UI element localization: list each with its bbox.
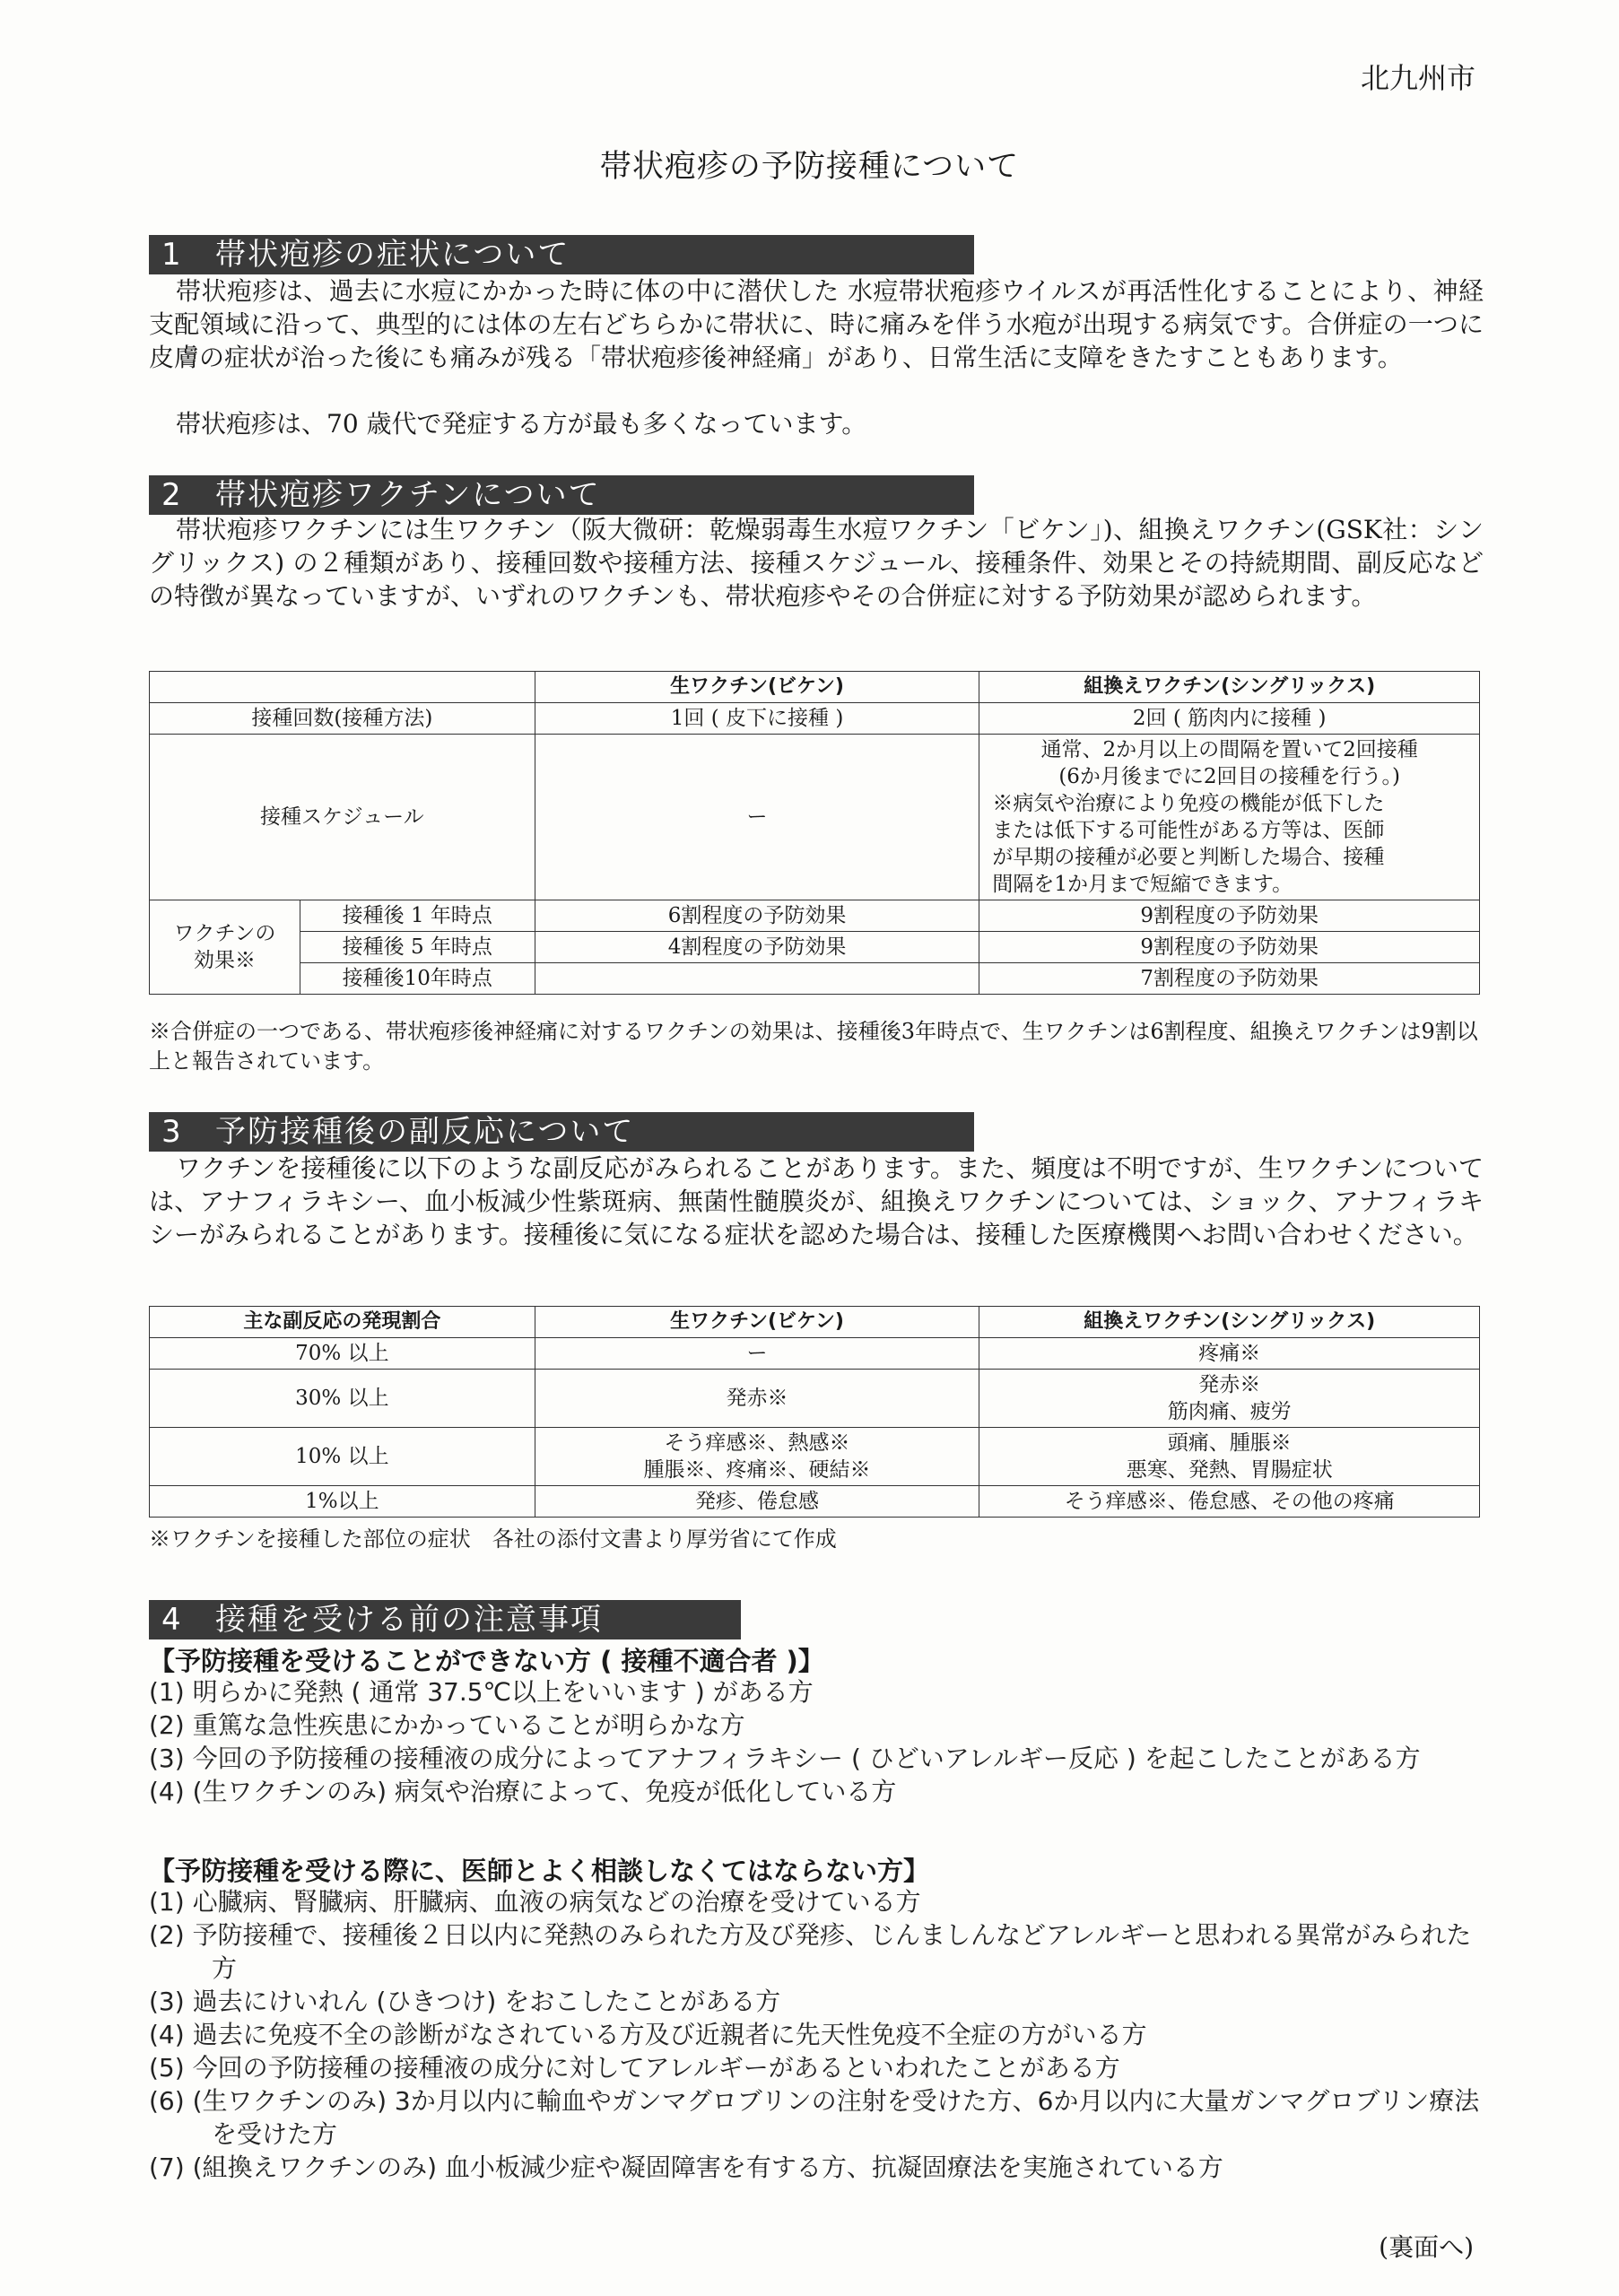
list-item: (7) (組換えワクチンのみ) 血小板減少症や凝固障害を有する方、抗凝固療法を実施されている方	[149, 2152, 1223, 2182]
list-item: (6) (生ワクチンのみ) 3か月以内に輸血やガンマグロブリンの注射を受けた方、6か月以内に大量ガンマグロブリン療法を受けた方	[149, 2086, 1480, 2149]
section-title: 帯状疱疹ワクチンについて	[215, 477, 601, 513]
cell-live	[535, 1338, 979, 1370]
cell-count-recomb: 2回 ( 筋肉内に接種 )	[979, 703, 1480, 735]
cell-line: 疼痛※	[1198, 1342, 1261, 1365]
vaccine-comparison-table	[149, 671, 1480, 995]
ineligible-subheading: 【予防接種を受けることができない方 ( 接種不適合者 )】	[149, 1646, 824, 1676]
effect-label-line: ワクチンの	[173, 922, 276, 945]
list-item: (4) 過去に免疫不全の診断がなされている方及び近親者に先天性免疫不全症の方がいる方	[149, 2020, 1147, 2049]
section-title: 帯状疱疹の症状について	[215, 237, 570, 273]
list-item: (2) 予防接種で、接種後２日以内に発熱のみられた方及び発疹、じんましんなどアレルギーと思われる異常がみられた方	[149, 1920, 1472, 1983]
schedule-line: または低下する可能性がある方等は、医師	[992, 819, 1385, 842]
schedule-line: (6か月後までに2回目の接種を行う。)	[1058, 765, 1401, 788]
section-3-paragraph: ワクチンを接種後に以下のような副反応がみられることがあります。また、頻度は不明ですが、生ワクチンについては、アナフィラキシー、血小板減少性紫斑病、無菌性髄膜炎が、組換えワクチンについては、ショック、アナフィラキシーがみられることがあります。接種後に気になる症状を認めた場合は、接種した医療機関へお問い合わせください。	[149, 1153, 1484, 1249]
section-number: 1	[161, 237, 183, 273]
cell-count-live: 1回 ( 皮下に接種 )	[535, 703, 979, 735]
column-header-live: 生ワクチン(ビケン)	[535, 1307, 979, 1338]
table-header-row	[150, 1307, 1480, 1338]
consult-subheading: 【予防接種を受ける際に、医師とよく相談しなくてはならない方】	[149, 1856, 930, 1886]
cell-live	[535, 1486, 979, 1518]
schedule-line: が早期の接種が必要と判断した場合、接種	[992, 846, 1385, 869]
cell-live	[535, 1370, 979, 1428]
row-label-schedule: 接種スケジュール	[150, 735, 535, 900]
cell-rate: 10% 以上	[150, 1428, 535, 1486]
section-1-paragraph-2: 帯状疱疹は、70 歳代で発症する方が最も多くなっています。	[176, 409, 867, 439]
table-row	[150, 963, 1480, 995]
cell-line: 腫脹※、疼痛※、硬結※	[643, 1458, 871, 1482]
effect-recomb: 7割程度の予防効果	[979, 963, 1480, 995]
section-title: 接種を受ける前の注意事項	[215, 1602, 603, 1638]
city-name: 北九州市	[1360, 61, 1475, 95]
section-title: 予防接種後の副反応について	[215, 1114, 635, 1150]
effect-recomb: 9割程度の予防効果	[979, 932, 1480, 963]
column-header-recomb: 組換えワクチン(シングリックス)	[979, 1307, 1480, 1338]
cell-schedule-recomb	[979, 735, 1480, 900]
effect-live	[535, 963, 979, 995]
table-row	[150, 932, 1480, 963]
effect-period: 接種後 1 年時点	[300, 900, 535, 932]
cell-line: ー	[746, 1342, 768, 1365]
page-title: 帯状疱疹の予防接種について	[599, 149, 1020, 185]
list-item: (4) (生ワクチンのみ) 病気や治療によって、免疫が低化している方	[149, 1777, 897, 1806]
column-header-live: 生ワクチン(ビケン)	[535, 672, 979, 703]
table-row	[150, 1370, 1480, 1428]
effect-live: 6割程度の予防効果	[535, 900, 979, 932]
cell-rate: 70% 以上	[150, 1338, 535, 1370]
cell-line: 悪寒、発熱、胃腸症状	[1126, 1458, 1333, 1482]
row-label-effect	[150, 900, 300, 995]
section-2-footnote: ※合併症の一つである、帯状疱疹後神経痛に対するワクチンの効果は、接種後3年時点で、生ワクチンは6割程度、組換えワクチンは9割以上と報告されています。	[149, 1019, 1478, 1074]
section-3-heading	[149, 1112, 974, 1152]
cell-line: そう痒感※、熱感※	[664, 1431, 850, 1455]
section-2-heading	[149, 475, 974, 515]
side-effects-table	[149, 1306, 1480, 1518]
cell-line: 発赤※	[1198, 1373, 1261, 1396]
schedule-line: 間隔を1か月まで短縮できます。	[992, 873, 1293, 896]
table-row	[150, 1428, 1480, 1486]
cell-line: 発赤※	[726, 1387, 788, 1410]
row-label-count: 接種回数(接種方法)	[150, 703, 535, 735]
table-row	[150, 1486, 1480, 1518]
consult-list	[149, 1885, 1485, 2184]
list-item: (3) 今回の予防接種の接種液の成分によってアナフィラキシー ( ひどいアレルギー反応 ) を起こしたことがある方	[149, 1744, 1421, 1773]
cell-recomb	[979, 1428, 1480, 1486]
table-header-row	[150, 672, 1480, 703]
effect-live: 4割程度の予防効果	[535, 932, 979, 963]
section-1-paragraph-1: 帯状疱疹は、過去に水痘にかかった時に体の中に潜伏した 水痘帯状疱疹ウイルスが再活性化することにより、神経支配領域に沿って、典型的には体の左右どちらかに帯状に、時に痛みを伴う水疱が出現する病気です。合併症の一つに皮膚の症状が治った後にも痛みが残る「帯状疱疹後神経痛」があり、日常生活に支障をきたすこともあります。	[149, 276, 1484, 372]
cell-line: 頭痛、腫脹※	[1167, 1431, 1292, 1455]
cell-live	[535, 1428, 979, 1486]
cell-recomb	[979, 1370, 1480, 1428]
table-row	[150, 703, 1480, 735]
effect-period: 接種後10年時点	[300, 963, 535, 995]
table-row	[150, 1338, 1480, 1370]
section-number: 4	[161, 1602, 183, 1638]
effect-period: 接種後 5 年時点	[300, 932, 535, 963]
cell-recomb	[979, 1338, 1480, 1370]
effect-recomb: 9割程度の予防効果	[979, 900, 1480, 932]
table-row	[150, 900, 1480, 932]
list-item: (1) 明らかに発熱 ( 通常 37.5℃以上をいいます ) がある方	[149, 1677, 814, 1707]
section-1-heading	[149, 235, 974, 274]
list-item: (2) 重篤な急性疾患にかかっていることが明らかな方	[149, 1710, 745, 1740]
cell-schedule-live: ー	[535, 735, 979, 900]
list-item: (3) 過去にけいれん (ひきつけ) をおこしたことがある方	[149, 1987, 781, 2016]
cell-rate: 1%以上	[150, 1486, 535, 1518]
cell-line: 筋肉痛、疲労	[1167, 1400, 1292, 1423]
section-3-footnote: ※ワクチンを接種した部位の症状 各社の添付文書より厚労省にて作成	[149, 1526, 837, 1552]
ineligible-list	[149, 1675, 1485, 1808]
cell-recomb	[979, 1486, 1480, 1518]
cell-line: そう痒感※、倦怠感、その他の疼痛	[1064, 1490, 1395, 1513]
effect-label-line: 効果※	[193, 949, 256, 972]
column-header-rate: 主な副反応の発現割合	[150, 1307, 535, 1338]
section-number: 3	[161, 1114, 183, 1150]
section-2-paragraph: 帯状疱疹ワクチンには生ワクチン（阪大微研：乾燥弱毒生水痘ワクチン「ビケン」)、組換えワクチン(GSK社：シングリックス) の２種類があり、接種回数や接種方法、接種スケジュール、接種条件、効果とその持続期間、副反応などの特徴が異なっていますが、いずれのワクチンも、帯状疱疹やその合併症に対する予防効果が認められます。	[149, 515, 1484, 611]
continue-note: (裏面へ)	[1379, 2232, 1474, 2262]
cell-line: 発疹、倦怠感	[695, 1490, 820, 1513]
table-row	[150, 735, 1480, 900]
list-item: (1) 心臓病、腎臓病、肝臓病、血液の病気などの治療を受けている方	[149, 1887, 921, 1917]
column-header-recomb: 組換えワクチン(シングリックス)	[979, 672, 1480, 703]
schedule-line: 通常、2か月以上の間隔を置いて2回接種	[1040, 738, 1418, 761]
cell-rate: 30% 以上	[150, 1370, 535, 1428]
section-number: 2	[161, 477, 183, 513]
list-item: (5) 今回の予防接種の接種液の成分に対してアレルギーがあるといわれたことがある方	[149, 2053, 1120, 2083]
table-corner-cell	[150, 672, 535, 703]
schedule-line: ※病気や治療により免疫の機能が低下した	[992, 792, 1385, 815]
section-4-heading	[149, 1600, 741, 1639]
